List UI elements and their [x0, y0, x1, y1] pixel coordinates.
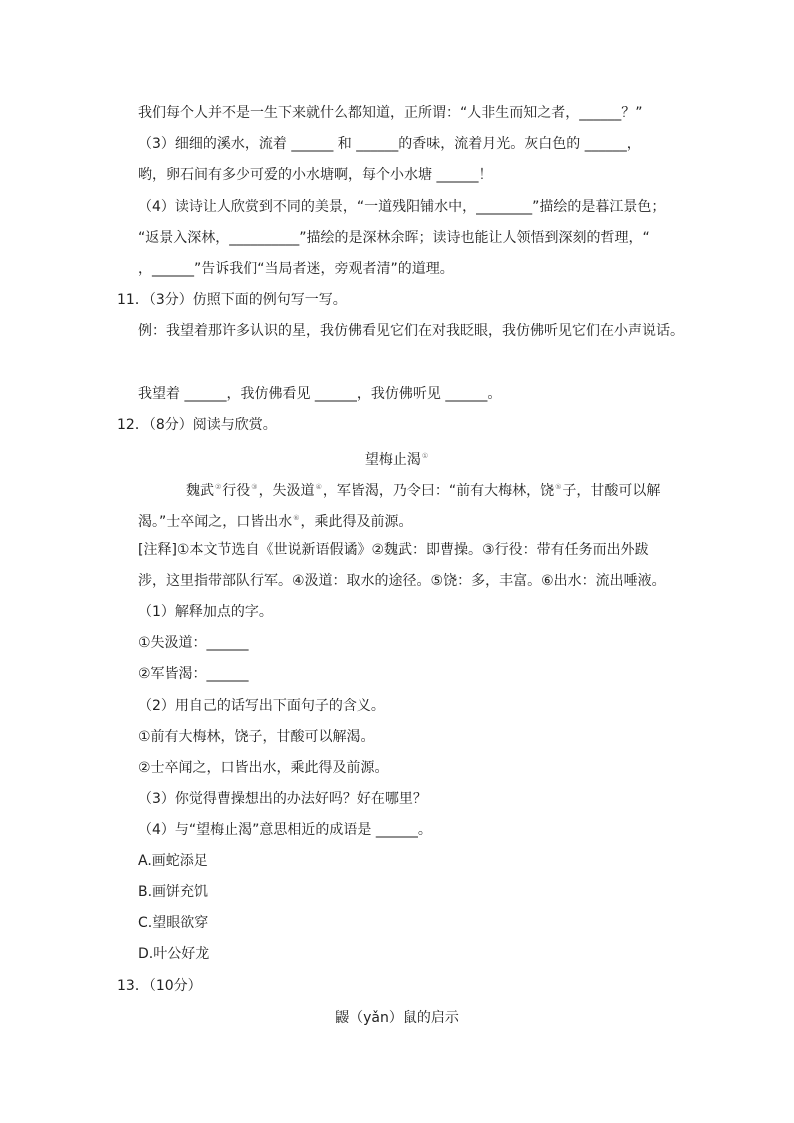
notes-line: [注释]①本文节选自《世说新语假谲》②魏武：即曹操。③行役：带有任务而出外跋 — [138, 542, 649, 558]
text-line: （3）细细的溪水，流着 ______ 和 ______的香味，流着月光。灰白色的 ______， — [138, 136, 641, 152]
text-line: 我望着 ______，我仿佛看见 ______，我仿佛听见 ______。 — [138, 386, 502, 402]
text-line: 例：我望着那许多认识的星，我仿佛看见它们在对我眨眼，我仿佛听见它们在小声说话。 — [138, 323, 684, 339]
question-heading: 12．（8分）阅读与欣赏。 — [117, 417, 277, 433]
option-c: C.望眼欲穿 — [138, 915, 209, 931]
text-line: （3）你觉得曹操想出的办法好吗？好在哪里？ — [138, 791, 427, 807]
text-line: （4）与“望梅止渴”意思相近的成语是 ______。 — [138, 822, 432, 838]
passage-title: 望梅止渴① — [364, 452, 429, 468]
footnote-marker: ① — [421, 452, 429, 460]
text-line: （4）读诗让人欣赏到不同的美景，“一道残阳铺水中，________”描绘的是暮江景色； — [138, 199, 666, 215]
text-line: ②士卒闻之，口皆出水，乘此得及前源。 — [138, 760, 389, 776]
passage-line: 渴。”士卒闻之，口皆出水⑥，乘此得及前源。 — [138, 514, 413, 530]
text-line: “返景入深林，__________”描绘的是深林余晖；读诗也能让人领悟到深刻的哲理，“ — [138, 230, 650, 246]
passage-line: 魏武②行役③，失汲道④，军皆渴，乃令曰：“前有大梅林，饶⑤子，甘酸可以解 — [186, 483, 661, 499]
notes-line: 涉，这里指带部队行军。④汲道：取水的途径。⑤饶：多，丰富。⑥出水：流出唾液。 — [138, 573, 666, 589]
text-line: 哟，卵石间有多少可爱的小水塘啊，每个小水塘 ______！ — [138, 167, 493, 183]
option-b: B.画饼充饥 — [138, 884, 209, 900]
text-line: ①前有大梅林，饶子，甘酸可以解渴。 — [138, 729, 375, 745]
text-line: ①失汲道：______ — [138, 635, 249, 651]
text-line: （1）解释加点的字。 — [138, 604, 273, 620]
text-line: 我们每个人并不是一生下来就什么都知道，正所谓：“人非生而知之者，______？” — [138, 105, 643, 121]
text-line: ，______”告诉我们“当局者迷，旁观者清”的道理。 — [138, 261, 454, 277]
text-line: （2）用自己的话写出下面句子的含义。 — [138, 698, 385, 714]
question-heading: 11．（3分）仿照下面的例句写一写。 — [117, 292, 347, 308]
option-d: D.叶公好龙 — [138, 946, 210, 962]
section-title: 鼹（yǎn）鼠的启示 — [335, 1010, 459, 1026]
text-line: ②军皆渴：______ — [138, 666, 249, 682]
option-a: A.画蛇添足 — [138, 853, 208, 869]
question-heading: 13．（10分） — [117, 978, 202, 994]
